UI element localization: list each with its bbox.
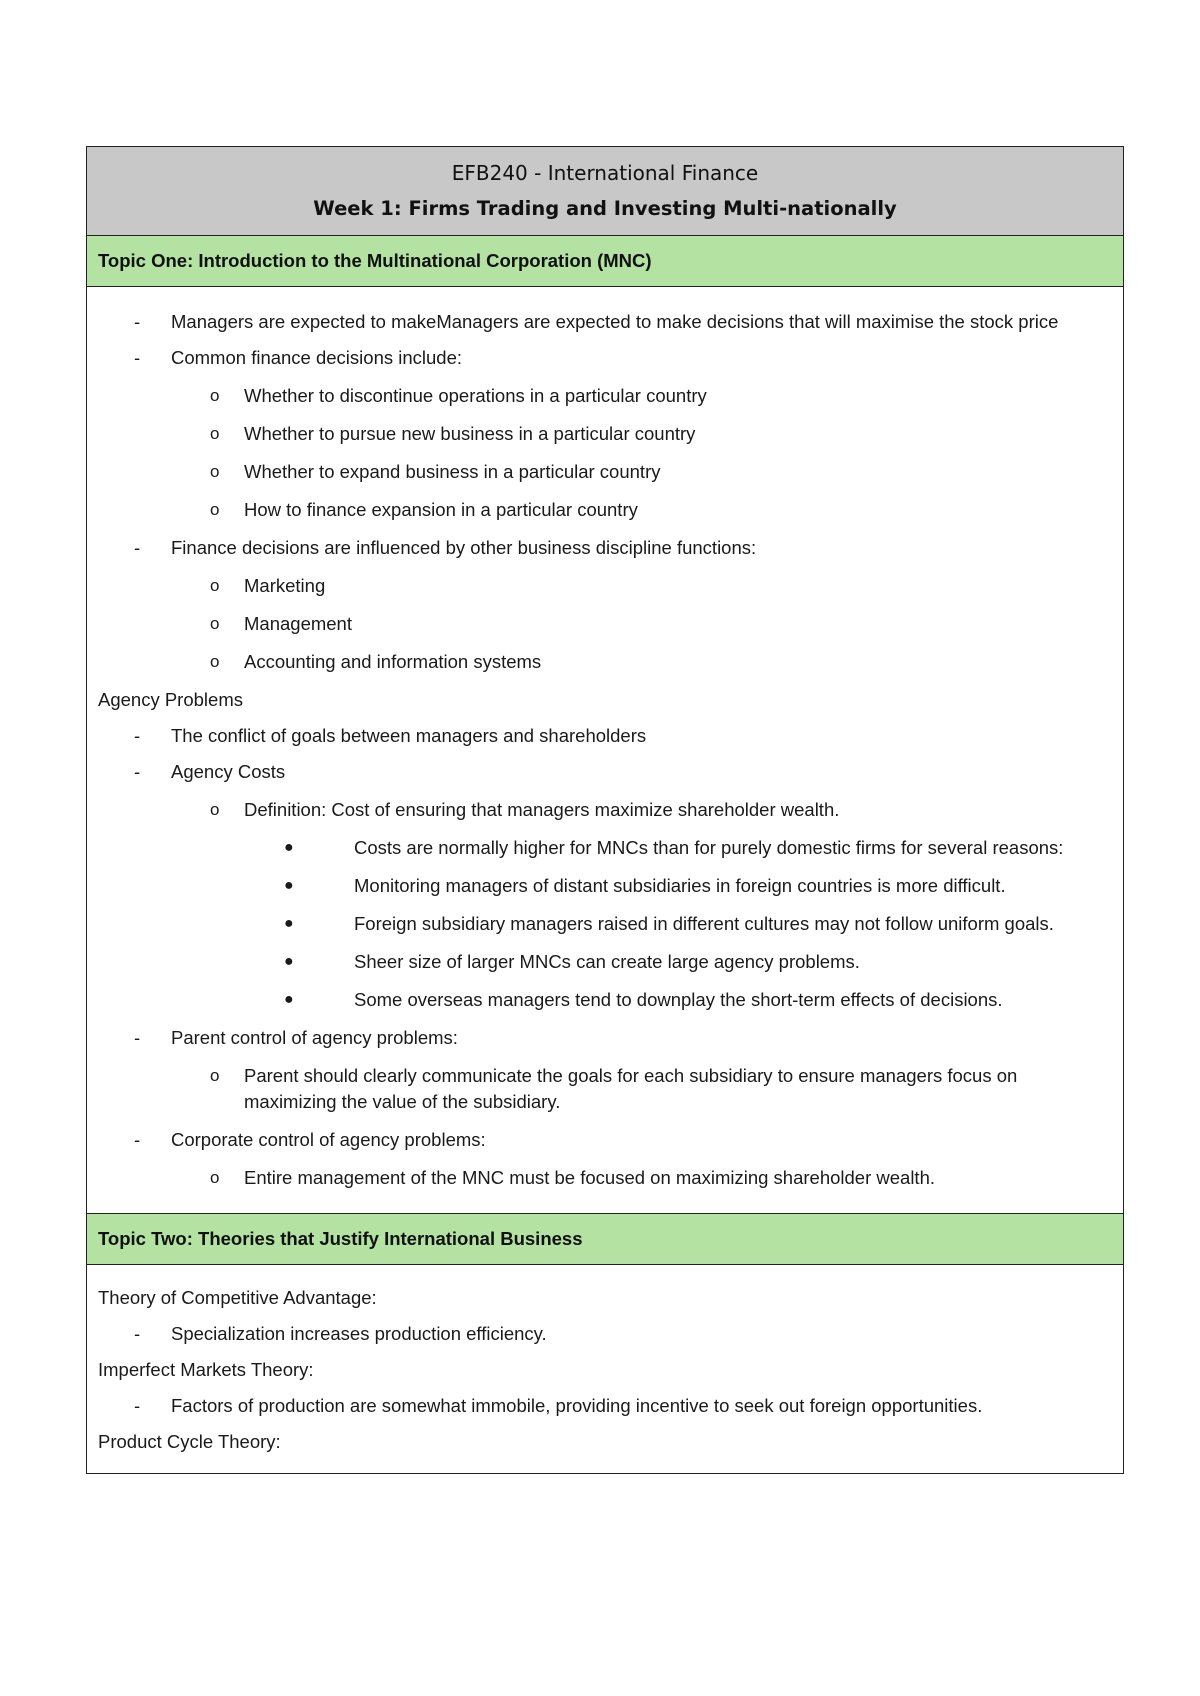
list-item xyxy=(98,497,1103,523)
list-item xyxy=(98,1127,1103,1153)
circle-marker: o xyxy=(210,462,220,481)
item-text: Definition: Cost of ensuring that managers maximize shareholder wealth. xyxy=(244,799,840,820)
list-item xyxy=(98,1165,1103,1191)
item-text: Entire management of the MNC must be focused on maximizing shareholder wealth. xyxy=(244,1167,936,1188)
item-text: Foreign subsidiary managers raised in different cultures may not follow uniform goals. xyxy=(354,913,1054,934)
topic-one-heading: Topic One: Introduction to the Multinational Corporation (MNC) xyxy=(87,236,1123,287)
bullet-marker: ● xyxy=(284,877,294,894)
dash-marker: - xyxy=(134,725,141,746)
list-item xyxy=(98,573,1103,599)
bullet-marker: ● xyxy=(284,915,294,932)
list-item xyxy=(98,723,1103,749)
circle-marker: o xyxy=(210,800,220,819)
dash-marker: - xyxy=(134,1323,141,1344)
list-item xyxy=(98,949,1103,975)
topic-one-content xyxy=(87,287,1123,1214)
week-title: Week 1: Firms Trading and Investing Multi-nationally xyxy=(313,197,897,220)
item-text: Corporate control of agency problems: xyxy=(171,1129,486,1150)
item-text: Finance decisions are influenced by other business discipline functions: xyxy=(171,537,757,558)
item-text: Specialization increases production efficiency. xyxy=(171,1323,547,1344)
circle-marker: o xyxy=(210,1168,220,1187)
circle-marker: o xyxy=(210,576,220,595)
subheading-product-cycle: Product Cycle Theory: xyxy=(98,1431,281,1452)
item-text: Factors of production are somewhat immobile, providing incentive to seek out foreign opportunities. xyxy=(171,1395,983,1416)
dash-marker: - xyxy=(134,311,141,332)
item-text: Agency Costs xyxy=(171,761,286,782)
list-item xyxy=(98,797,1103,823)
item-text: Marketing xyxy=(244,575,326,596)
list-item xyxy=(98,911,1103,937)
list-item xyxy=(98,611,1103,637)
circle-marker: o xyxy=(210,500,220,519)
list-item xyxy=(98,835,1103,861)
list-item xyxy=(98,383,1103,409)
list-item xyxy=(98,1025,1103,1051)
list-item xyxy=(98,759,1103,785)
item-text: Whether to pursue new business in a particular country xyxy=(244,423,696,444)
list-item xyxy=(98,1393,1103,1419)
topic-two-heading: Topic Two: Theories that Justify International Business xyxy=(87,1214,1123,1265)
circle-marker: o xyxy=(210,424,220,443)
list-item xyxy=(98,649,1103,675)
item-text: Some overseas managers tend to downplay the short-term effects of decisions. xyxy=(354,989,1003,1010)
subheading-agency-problems: Agency Problems xyxy=(98,689,243,710)
dash-marker: - xyxy=(134,347,141,368)
bullet-marker: ● xyxy=(284,953,294,970)
list-item xyxy=(98,459,1103,485)
subheading-competitive-advantage: Theory of Competitive Advantage: xyxy=(98,1287,377,1308)
list-item xyxy=(98,1321,1103,1347)
item-text: Costs are normally higher for MNCs than for purely domestic firms for several reasons: xyxy=(354,837,1064,858)
item-text: Management xyxy=(244,613,352,634)
course-title: EFB240 - International Finance xyxy=(451,161,759,185)
list-item xyxy=(98,535,1103,561)
dash-marker: - xyxy=(134,1129,141,1150)
bullet-marker: ● xyxy=(284,839,294,856)
list-item xyxy=(98,987,1103,1013)
item-text: Monitoring managers of distant subsidiaries in foreign countries is more difficult. xyxy=(354,875,1006,896)
item-text: Managers are expected to makeManagers are expected to make decisions that will maximise the stock price xyxy=(171,311,1059,332)
dash-marker: - xyxy=(134,1027,141,1048)
item-text: Whether to expand business in a particular country xyxy=(244,461,661,482)
list-item xyxy=(98,345,1103,371)
item-text: Parent should clearly communicate the goals for each subsidiary to ensure managers focus on maximizing the value of the subsidiary. xyxy=(244,1065,1018,1112)
bullet-marker: ● xyxy=(284,991,294,1008)
item-text: Common finance decisions include: xyxy=(171,347,463,368)
dash-marker: - xyxy=(134,1395,141,1416)
circle-marker: o xyxy=(210,1066,220,1085)
dash-marker: - xyxy=(134,537,141,558)
item-text: Parent control of agency problems: xyxy=(171,1027,458,1048)
list-item xyxy=(98,421,1103,447)
title-header xyxy=(87,147,1123,236)
item-text: Whether to discontinue operations in a particular country xyxy=(244,385,707,406)
topic-two-content xyxy=(87,1265,1123,1474)
list-item xyxy=(98,873,1103,899)
circle-marker: o xyxy=(210,652,220,671)
item-text: Sheer size of larger MNCs can create large agency problems. xyxy=(354,951,860,972)
item-text: How to finance expansion in a particular country xyxy=(244,499,638,520)
subheading-imperfect-markets: Imperfect Markets Theory: xyxy=(98,1359,314,1380)
item-text: The conflict of goals between managers and shareholders xyxy=(171,725,647,746)
list-item xyxy=(98,1063,1103,1115)
item-text: Accounting and information systems xyxy=(244,651,542,672)
notes-table xyxy=(86,146,1124,1474)
circle-marker: o xyxy=(210,614,220,633)
dash-marker: - xyxy=(134,761,141,782)
circle-marker: o xyxy=(210,386,220,405)
list-item xyxy=(98,309,1103,335)
